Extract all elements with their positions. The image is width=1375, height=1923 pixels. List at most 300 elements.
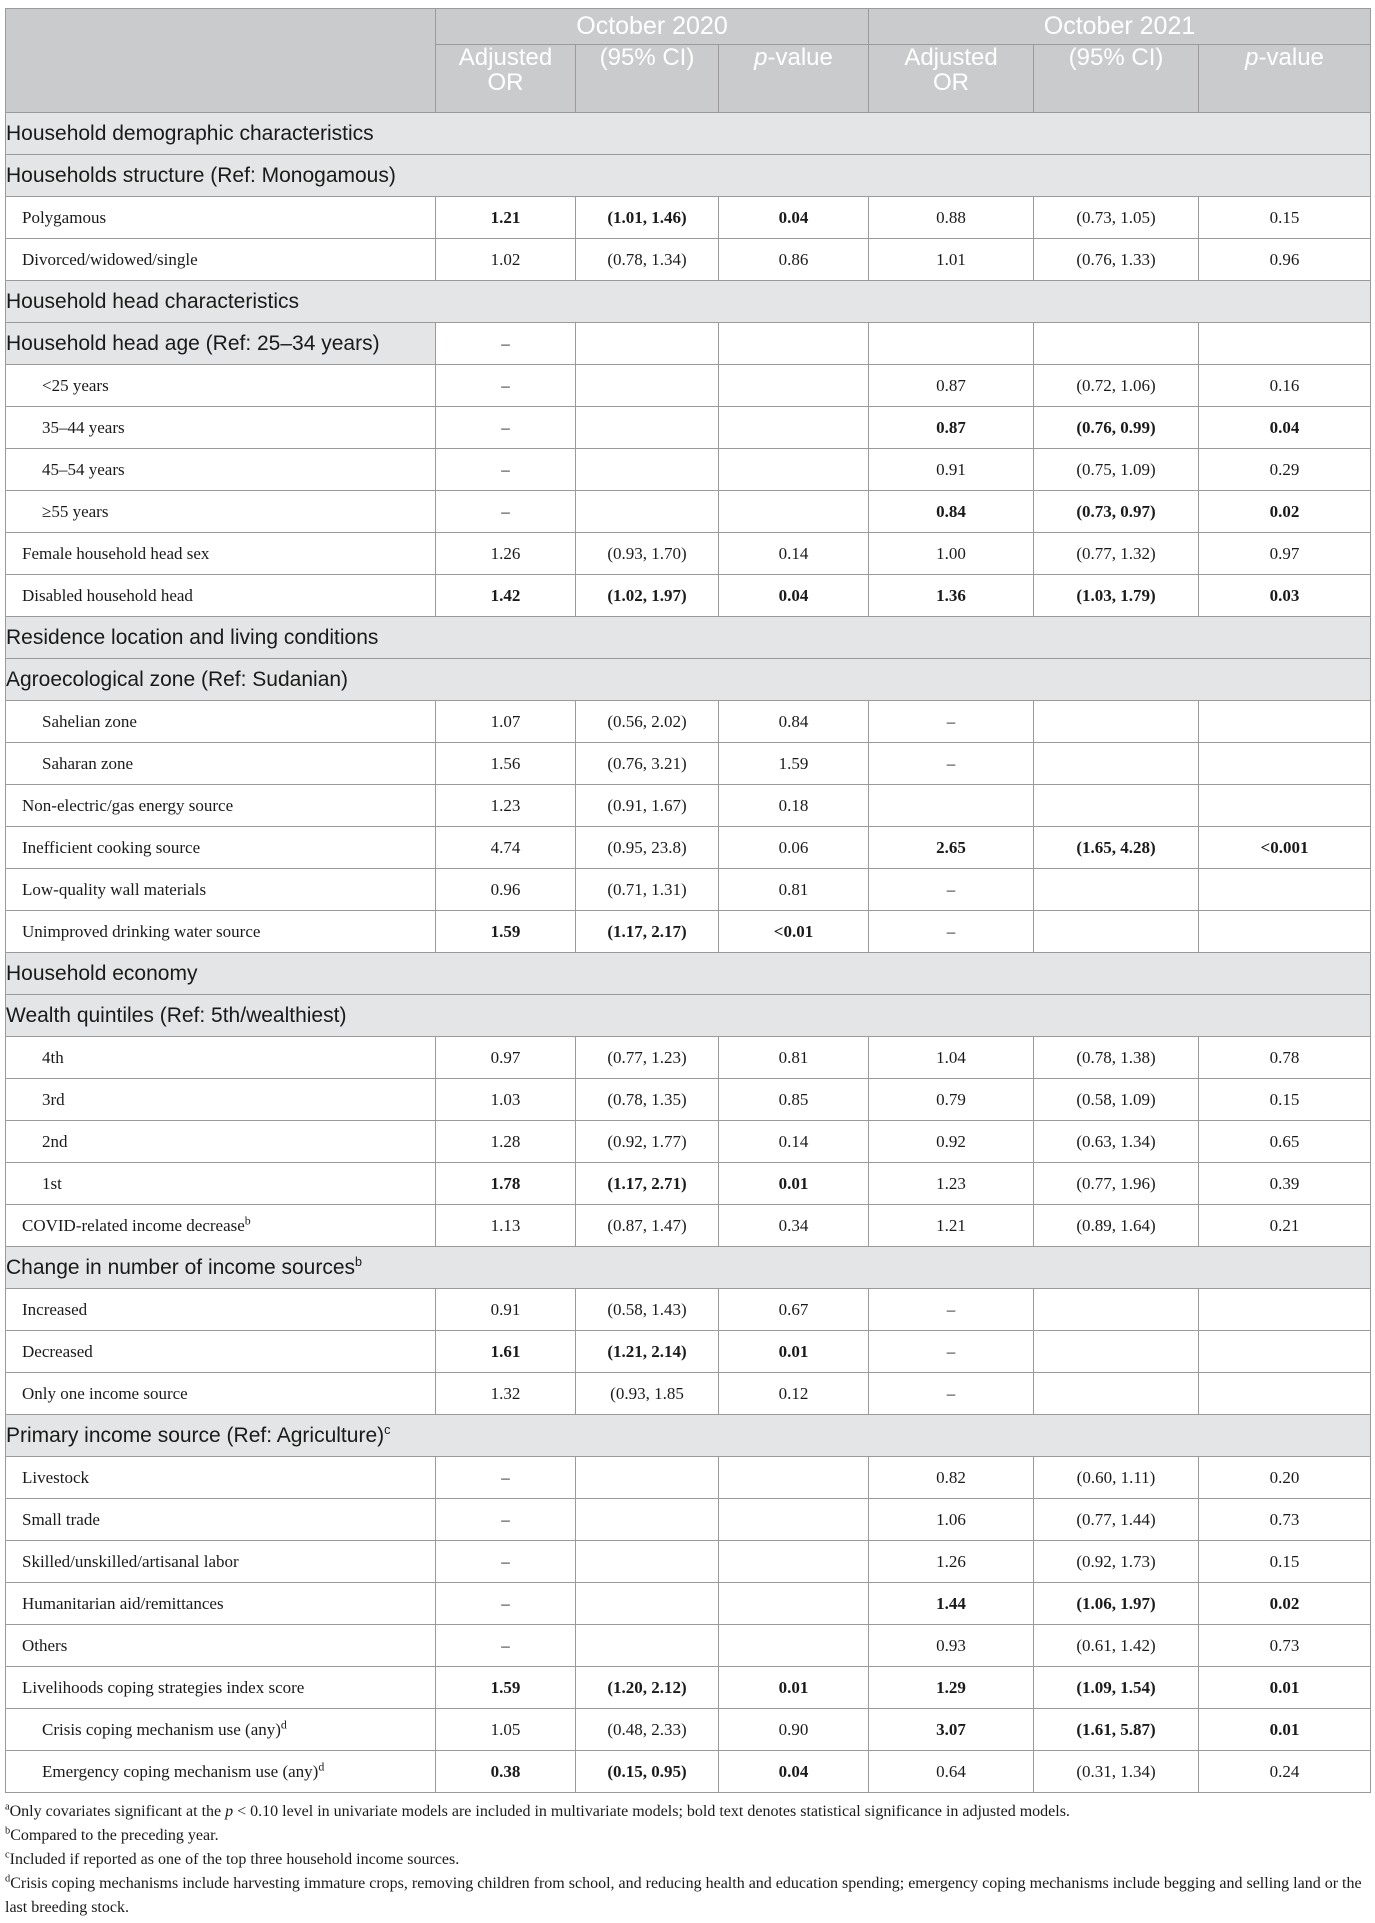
row-label-text: Small trade <box>22 1509 100 1529</box>
table-cell: 1.26 <box>869 1541 1034 1583</box>
table-cell <box>576 449 719 491</box>
table-cell: 1.05 <box>436 1709 576 1751</box>
table-cell: 0.20 <box>1199 1457 1371 1499</box>
footnote-mark: d <box>280 1716 287 1731</box>
table-cell: – <box>436 323 576 365</box>
header-ci-2020: (95% CI) <box>576 45 719 113</box>
table-cell: (0.56, 2.02) <box>576 701 719 743</box>
footnotes <box>5 1800 1370 1920</box>
row-label-text: Non-electric/gas energy source <box>22 795 234 815</box>
footnote-text: Crisis coping mechanisms include harvesting immature crops, removing children from school, and reducing health and education spending; emergency coping mechanisms include begging and selling land or the last breeding stock. <box>5 1875 1362 1916</box>
table-cell <box>576 491 719 533</box>
table-cell <box>719 1541 869 1583</box>
row-label-text: 3rd <box>42 1089 65 1109</box>
header-p-italic: p <box>754 44 768 71</box>
row-label <box>6 743 436 785</box>
table-cell: (1.17, 2.71) <box>576 1163 719 1205</box>
table-row <box>6 449 1371 491</box>
table-cell: 0.04 <box>1199 407 1371 449</box>
row-label-text: 35–44 years <box>42 417 125 437</box>
row-label-text: 45–54 years <box>42 459 125 479</box>
table-cell: <0.01 <box>719 911 869 953</box>
table-cell <box>869 785 1034 827</box>
section-label <box>6 1247 1371 1289</box>
section-label <box>6 281 1371 323</box>
table-cell: 0.79 <box>869 1079 1034 1121</box>
section-label-text: Primary income source (Ref: Agriculture) <box>6 1423 385 1447</box>
row-label-text: Sahelian zone <box>42 711 137 731</box>
table-cell: – <box>436 1583 576 1625</box>
row-label <box>6 1457 436 1499</box>
footnote-mark: b <box>244 1212 251 1227</box>
table-cell: (1.65, 4.28) <box>1034 827 1199 869</box>
table-cell <box>1199 785 1371 827</box>
table-cell <box>719 1499 869 1541</box>
table-cell: 1.06 <box>869 1499 1034 1541</box>
table-row <box>6 1205 1371 1247</box>
row-label-text: Low-quality wall materials <box>22 879 207 899</box>
table-cell: 0.82 <box>869 1457 1034 1499</box>
table-cell: 0.88 <box>869 197 1034 239</box>
table-cell: (0.87, 1.47) <box>576 1205 719 1247</box>
table-cell: 0.38 <box>436 1751 576 1793</box>
table-cell: (0.77, 1.44) <box>1034 1499 1199 1541</box>
section-label <box>6 995 1371 1037</box>
table-cell: (0.58, 1.09) <box>1034 1079 1199 1121</box>
table-cell <box>869 323 1034 365</box>
table-cell: (0.73, 0.97) <box>1034 491 1199 533</box>
table-cell: (0.72, 1.06) <box>1034 365 1199 407</box>
row-label-text: Female household head sex <box>22 543 210 563</box>
section-row <box>6 953 1371 995</box>
table-cell: 0.14 <box>719 1121 869 1163</box>
table-cell: – <box>436 365 576 407</box>
table-cell: (1.61, 5.87) <box>1034 1709 1199 1751</box>
table-cell: 1.28 <box>436 1121 576 1163</box>
header-or-2021 <box>869 45 1034 113</box>
table-cell: (0.60, 1.11) <box>1034 1457 1199 1499</box>
table-cell: (0.78, 1.34) <box>576 239 719 281</box>
table-cell: (0.95, 23.8) <box>576 827 719 869</box>
table-cell: 0.73 <box>1199 1499 1371 1541</box>
table-cell: (0.76, 1.33) <box>1034 239 1199 281</box>
table-cell <box>719 1457 869 1499</box>
table-cell: 2.65 <box>869 827 1034 869</box>
section-label-text: Household demographic characteristics <box>6 121 374 145</box>
table-row <box>6 491 1371 533</box>
header-year-2021: October 2021 <box>869 9 1371 45</box>
table-cell: 1.36 <box>869 575 1034 617</box>
table-cell: 0.97 <box>1199 533 1371 575</box>
table-cell: 1.07 <box>436 701 576 743</box>
row-label-text: Crisis coping mechanism use (any) <box>42 1719 281 1739</box>
table-cell: (0.73, 1.05) <box>1034 197 1199 239</box>
table-row <box>6 1121 1371 1163</box>
table-cell: 1.23 <box>869 1163 1034 1205</box>
table-cell: 1.02 <box>436 239 576 281</box>
table-cell: (0.78, 1.38) <box>1034 1037 1199 1079</box>
table-cell <box>719 1583 869 1625</box>
table-cell <box>1034 911 1199 953</box>
table-cell: 1.26 <box>436 533 576 575</box>
table-cell <box>1034 1373 1199 1415</box>
table-cell: – <box>869 869 1034 911</box>
header-or-label: Adjusted OR <box>904 44 998 96</box>
table-cell: 1.56 <box>436 743 576 785</box>
table-cell: (0.76, 3.21) <box>576 743 719 785</box>
row-label <box>6 1583 436 1625</box>
table-cell: 1.21 <box>436 197 576 239</box>
table-cell <box>719 491 869 533</box>
table-row <box>6 785 1371 827</box>
table-row <box>6 1751 1371 1793</box>
row-label <box>6 197 436 239</box>
table-cell: 0.15 <box>1199 1079 1371 1121</box>
table-cell: 1.03 <box>436 1079 576 1121</box>
table-cell: 1.13 <box>436 1205 576 1247</box>
header-year-2020: October 2020 <box>436 9 869 45</box>
table-cell: 0.12 <box>719 1373 869 1415</box>
footnote-mark: b <box>355 1254 363 1269</box>
table-row <box>6 239 1371 281</box>
row-label-text: Saharan zone <box>42 753 134 773</box>
table-row <box>6 1709 1371 1751</box>
table-cell: 0.97 <box>436 1037 576 1079</box>
table-cell: (1.20, 2.12) <box>576 1667 719 1709</box>
table-cell: 0.93 <box>869 1625 1034 1667</box>
row-label <box>6 1373 436 1415</box>
table-row <box>6 743 1371 785</box>
table-cell <box>576 1583 719 1625</box>
table-cell: 0.84 <box>869 491 1034 533</box>
table-cell: 0.02 <box>1199 491 1371 533</box>
row-label <box>6 1709 436 1751</box>
table-cell: 0.02 <box>1199 1583 1371 1625</box>
footnote-text: Included if reported as one of the top three household income sources. <box>9 1851 460 1868</box>
row-label-text: Skilled/unskilled/artisanal labor <box>22 1551 239 1571</box>
table-row <box>6 1457 1371 1499</box>
table-cell <box>1034 785 1199 827</box>
table-cell: 0.01 <box>1199 1709 1371 1751</box>
table-cell: 0.64 <box>869 1751 1034 1793</box>
table-row <box>6 1331 1371 1373</box>
table-cell: (1.09, 1.54) <box>1034 1667 1199 1709</box>
table-cell <box>1199 1289 1371 1331</box>
table-cell: 0.06 <box>719 827 869 869</box>
table-row <box>6 1541 1371 1583</box>
table-cell <box>1034 869 1199 911</box>
row-label <box>6 533 436 575</box>
table-cell: (0.78, 1.35) <box>576 1079 719 1121</box>
header-or-2020 <box>436 45 576 113</box>
row-label <box>6 1625 436 1667</box>
results-table <box>5 8 1371 1793</box>
table-cell: (0.91, 1.67) <box>576 785 719 827</box>
table-row <box>6 827 1371 869</box>
table-cell: 1.59 <box>436 1667 576 1709</box>
footnote <box>5 1824 1370 1848</box>
section-row <box>6 617 1371 659</box>
table-cell <box>1199 323 1371 365</box>
table-cell: (0.58, 1.43) <box>576 1289 719 1331</box>
row-label-text: Divorced/widowed/single <box>22 249 198 269</box>
row-label <box>6 1667 436 1709</box>
row-label <box>6 1331 436 1373</box>
section-label-text: Residence location and living conditions <box>6 625 379 649</box>
row-label <box>6 1079 436 1121</box>
header-p-2021 <box>1199 45 1371 113</box>
row-label-text: 2nd <box>42 1131 68 1151</box>
table-cell: – <box>869 1289 1034 1331</box>
table-cell: 0.81 <box>719 1037 869 1079</box>
table-cell: 0.39 <box>1199 1163 1371 1205</box>
table-cell: 1.21 <box>869 1205 1034 1247</box>
section-label <box>6 617 1371 659</box>
table-cell <box>576 1499 719 1541</box>
table-row <box>6 1037 1371 1079</box>
row-label <box>6 449 436 491</box>
table-cell: 1.44 <box>869 1583 1034 1625</box>
table-cell <box>1199 1373 1371 1415</box>
header-ci-2021: (95% CI) <box>1034 45 1199 113</box>
footnote-mark: b <box>5 1825 11 1837</box>
footnote-mark: d <box>318 1758 325 1773</box>
table-cell <box>1034 1289 1199 1331</box>
table-row <box>6 869 1371 911</box>
row-label <box>6 1541 436 1583</box>
table-cell: 0.73 <box>1199 1625 1371 1667</box>
table-cell <box>576 323 719 365</box>
table-cell: 4.74 <box>436 827 576 869</box>
table-cell: – <box>869 1331 1034 1373</box>
row-label <box>6 491 436 533</box>
table-cell <box>719 323 869 365</box>
row-label-text: Decreased <box>22 1341 93 1361</box>
header-p-suffix: -value <box>767 44 833 71</box>
row-label-text: Others <box>22 1635 68 1655</box>
section-row <box>6 1415 1371 1457</box>
section-label-text: Change in number of income sources <box>6 1255 356 1279</box>
table-cell: – <box>869 911 1034 953</box>
footnote-mark: d <box>5 1873 11 1885</box>
table-cell <box>1199 869 1371 911</box>
section-row <box>6 323 1371 365</box>
table-cell <box>719 1625 869 1667</box>
table-cell <box>576 365 719 407</box>
section-label <box>6 113 1371 155</box>
table-cell <box>1199 701 1371 743</box>
table-row <box>6 1289 1371 1331</box>
table-cell: 0.15 <box>1199 1541 1371 1583</box>
table-cell <box>576 1625 719 1667</box>
table-row <box>6 575 1371 617</box>
table-cell: 0.21 <box>1199 1205 1371 1247</box>
table-cell: – <box>869 1373 1034 1415</box>
table-cell: (0.89, 1.64) <box>1034 1205 1199 1247</box>
table-cell: (1.02, 1.97) <box>576 575 719 617</box>
section-row <box>6 281 1371 323</box>
section-label-text: Agroecological zone (Ref: Sudanian) <box>6 667 349 691</box>
table-row <box>6 1373 1371 1415</box>
footnote-mark: a <box>5 1801 10 1813</box>
table-cell: 0.86 <box>719 239 869 281</box>
table-cell: (0.93, 1.70) <box>576 533 719 575</box>
table-cell: 0.34 <box>719 1205 869 1247</box>
table-cell: (0.15, 0.95) <box>576 1751 719 1793</box>
table-cell: 0.81 <box>719 869 869 911</box>
row-label <box>6 869 436 911</box>
row-label <box>6 1751 436 1793</box>
table-cell: 1.59 <box>719 743 869 785</box>
table-cell: – <box>869 743 1034 785</box>
table-cell: (0.71, 1.31) <box>576 869 719 911</box>
table-cell <box>1034 1331 1199 1373</box>
row-label <box>6 827 436 869</box>
table-cell: 0.87 <box>869 365 1034 407</box>
table-cell: 3.07 <box>869 1709 1034 1751</box>
row-label <box>6 911 436 953</box>
section-row <box>6 659 1371 701</box>
table-container <box>5 8 1370 1920</box>
table-row <box>6 1667 1371 1709</box>
table-cell: 0.84 <box>719 701 869 743</box>
table-cell: 0.65 <box>1199 1121 1371 1163</box>
table-row <box>6 1163 1371 1205</box>
table-cell <box>1199 911 1371 953</box>
table-row <box>6 365 1371 407</box>
table-cell: 0.29 <box>1199 449 1371 491</box>
table-cell: (0.31, 1.34) <box>1034 1751 1199 1793</box>
footnote-mark: c <box>384 1422 391 1437</box>
table-cell: (0.48, 2.33) <box>576 1709 719 1751</box>
table-cell: 1.04 <box>869 1037 1034 1079</box>
footnote-italic: p <box>225 1803 234 1820</box>
section-label <box>6 155 1371 197</box>
table-row <box>6 1583 1371 1625</box>
table-row <box>6 1079 1371 1121</box>
table-cell: (1.01, 1.46) <box>576 197 719 239</box>
table-row <box>6 1625 1371 1667</box>
row-label <box>6 1037 436 1079</box>
table-cell: 0.96 <box>1199 239 1371 281</box>
table-cell <box>1034 743 1199 785</box>
section-row <box>6 995 1371 1037</box>
footnote-text: Only covariates significant at the <box>9 1803 226 1820</box>
row-label-text: <25 years <box>42 375 109 395</box>
table-cell: 1.23 <box>436 785 576 827</box>
table-cell: (0.92, 1.73) <box>1034 1541 1199 1583</box>
table-cell: – <box>436 1625 576 1667</box>
table-cell: 0.78 <box>1199 1037 1371 1079</box>
row-label-text: Disabled household head <box>22 585 193 605</box>
table-cell: 0.04 <box>719 1751 869 1793</box>
table-body <box>6 113 1371 1793</box>
table-cell <box>719 365 869 407</box>
row-label <box>6 1289 436 1331</box>
table-row <box>6 197 1371 239</box>
row-label <box>6 407 436 449</box>
row-label <box>6 1121 436 1163</box>
header-blank-cell <box>6 9 436 113</box>
section-row <box>6 1247 1371 1289</box>
table-cell: – <box>436 1457 576 1499</box>
table-cell: (0.63, 1.34) <box>1034 1121 1199 1163</box>
table-cell: 0.90 <box>719 1709 869 1751</box>
section-label <box>6 659 1371 701</box>
table-cell: – <box>436 1541 576 1583</box>
table-cell: 0.96 <box>436 869 576 911</box>
table-cell: – <box>436 491 576 533</box>
footnote-text: Compared to the preceding year. <box>10 1827 219 1844</box>
table-cell: 0.85 <box>719 1079 869 1121</box>
table-cell: 0.16 <box>1199 365 1371 407</box>
table-cell: 0.04 <box>719 575 869 617</box>
table-cell: (0.75, 1.09) <box>1034 449 1199 491</box>
header-or-label: Adjusted OR <box>458 44 553 96</box>
section-row <box>6 113 1371 155</box>
table-row <box>6 533 1371 575</box>
header-p-suffix: -value <box>1258 44 1324 71</box>
section-label-text: Household economy <box>6 961 198 985</box>
table-cell: (0.92, 1.77) <box>576 1121 719 1163</box>
table-cell: 0.01 <box>719 1163 869 1205</box>
footnote <box>5 1800 1370 1824</box>
table-cell: 1.00 <box>869 533 1034 575</box>
table-cell: (0.61, 1.42) <box>1034 1625 1199 1667</box>
footnote <box>5 1872 1370 1920</box>
row-label <box>6 785 436 827</box>
header-p-italic: p <box>1245 44 1259 71</box>
table-cell <box>1034 323 1199 365</box>
table-cell: 1.61 <box>436 1331 576 1373</box>
table-row <box>6 911 1371 953</box>
table-cell: (1.03, 1.79) <box>1034 575 1199 617</box>
table-cell: 0.01 <box>719 1331 869 1373</box>
row-label-text: Polygamous <box>22 207 107 227</box>
header-p-2020 <box>719 45 869 113</box>
table-row <box>6 1499 1371 1541</box>
row-label-text: Increased <box>22 1299 88 1319</box>
table-cell <box>576 1541 719 1583</box>
table-cell: 0.01 <box>719 1667 869 1709</box>
section-label-text: Household head characteristics <box>6 289 299 313</box>
section-label-text: Households structure (Ref: Monogamous) <box>6 163 396 187</box>
row-label-text: Emergency coping mechanism use (any) <box>42 1761 319 1781</box>
table-cell <box>719 449 869 491</box>
row-label-text: Inefficient cooking source <box>22 837 201 857</box>
table-cell: 0.24 <box>1199 1751 1371 1793</box>
row-label-text: Livestock <box>22 1467 90 1487</box>
row-label-text: COVID-related income decrease <box>22 1215 245 1235</box>
table-cell: (1.06, 1.97) <box>1034 1583 1199 1625</box>
section-row <box>6 155 1371 197</box>
row-label-text: Livelihoods coping strategies index score <box>22 1677 305 1697</box>
table-cell <box>1199 743 1371 785</box>
table-cell: (1.17, 2.17) <box>576 911 719 953</box>
table-cell: 0.92 <box>869 1121 1034 1163</box>
table-cell: 0.14 <box>719 533 869 575</box>
table-cell: 1.59 <box>436 911 576 953</box>
table-cell: 0.18 <box>719 785 869 827</box>
row-label-text: 4th <box>42 1047 64 1067</box>
table-row <box>6 407 1371 449</box>
row-label-text: Humanitarian aid/remittances <box>22 1593 224 1613</box>
row-label <box>6 701 436 743</box>
section-label-text: Wealth quintiles (Ref: 5th/wealthiest) <box>6 1003 347 1027</box>
section-label: Household head age (Ref: 25–34 years) <box>6 323 436 365</box>
table-cell: 0.15 <box>1199 197 1371 239</box>
row-label <box>6 1205 436 1247</box>
